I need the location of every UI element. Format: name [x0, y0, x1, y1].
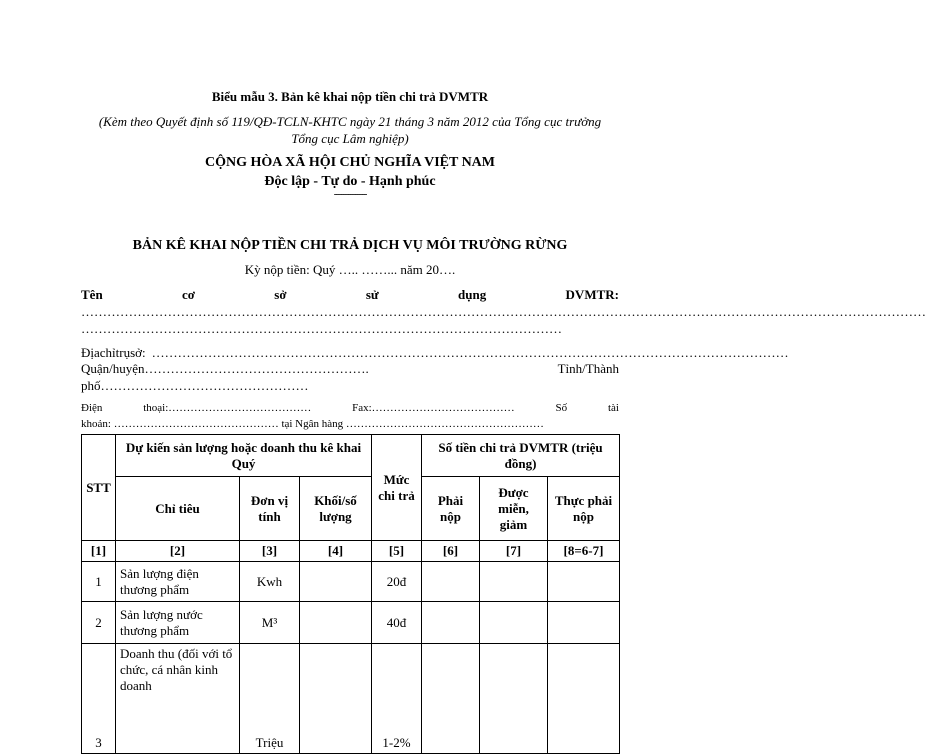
header-exempt: Được miễn, giảm [480, 477, 548, 541]
entity-name-line-1[interactable]: …………………………………………………………………………………………………………………………………………………………………………… [81, 304, 926, 319]
contact-row [81, 402, 619, 414]
form-note: (Kèm theo Quyết định số 119/QĐ-TCLN-KHTC ngày 21 tháng 3 năm 2012 của Tổng cục trưởng Tổng cục Lâm nghiệp) [98, 114, 602, 146]
name-word: sử [365, 287, 379, 302]
row-rate: 1-2% [372, 644, 422, 754]
table-row [82, 562, 620, 602]
header-unit: Đơn vị tính [240, 477, 300, 541]
row-volume[interactable] [300, 602, 372, 644]
index-cell: [4] [300, 541, 372, 562]
row-pay[interactable] [422, 602, 480, 644]
index-cell: [3] [240, 541, 300, 562]
row-actual[interactable] [548, 562, 620, 602]
entity-name-label [81, 287, 619, 303]
index-cell: [5] [372, 541, 422, 562]
name-word: cơ [181, 287, 195, 302]
table-row [82, 602, 620, 644]
row-stt: 1 [82, 562, 116, 602]
row-item: Doanh thu (đối với tổ chức, cá nhân kinh doanh [116, 644, 240, 754]
payment-table [81, 434, 620, 754]
form-title: Biểu mẫu 3. Bản kê khai nộp tiền chi trả DVMTR [211, 89, 489, 104]
name-word: Tên [81, 287, 103, 302]
row-pay[interactable] [422, 644, 480, 754]
row-volume[interactable] [300, 562, 372, 602]
index-cell: [1] [82, 541, 116, 562]
header-pay: Phải nộp [422, 477, 480, 541]
motto-rule: -------------- [333, 189, 367, 200]
account-label-1: Số [555, 402, 568, 414]
name-word: sở [274, 287, 287, 302]
row-actual[interactable] [548, 644, 620, 754]
header-amount-group: Số tiền chi trả DVMTR (triệu đồng) [422, 435, 620, 477]
header-forecast-group: Dự kiến sản lượng hoặc doanh thu kê khai Quý [116, 435, 372, 477]
province-label: Tỉnh/Thành [557, 361, 619, 376]
address-word: sở: [130, 345, 146, 360]
index-cell: [6] [422, 541, 480, 562]
row-rate: 20đ [372, 562, 422, 602]
name-word: DVMTR: [565, 287, 619, 302]
row-stt: 2 [82, 602, 116, 644]
row-item: Sản lượng nước thương phẩm [116, 602, 240, 644]
index-cell: [2] [116, 541, 240, 562]
header-rate: Mức chi trả [372, 435, 422, 541]
index-cell: [7] [480, 541, 548, 562]
header-stt: STT [82, 435, 116, 541]
row-exempt[interactable] [480, 602, 548, 644]
row-unit: Triệu [240, 644, 300, 754]
name-word: dụng [458, 287, 487, 302]
account-label-2: tài [607, 402, 619, 414]
district-row [81, 361, 619, 377]
payment-period: Kỳ nộp tiền: Quý ….. ……... năm 20…. [244, 262, 456, 277]
phone-field[interactable]: thoại:………………………………… [143, 402, 312, 414]
row-exempt[interactable] [480, 644, 548, 754]
row-actual[interactable] [548, 602, 620, 644]
row-unit: M³ [240, 602, 300, 644]
address-word: trụ [115, 345, 131, 360]
bank-account-field[interactable]: khoản: ……………………………………… tại Ngân hàng ……………………………………………… [81, 418, 544, 430]
row-stt: 3 [82, 644, 116, 754]
fax-field[interactable]: Fax:………………………………… [352, 402, 515, 414]
row-exempt[interactable] [480, 562, 548, 602]
city-field[interactable]: phố………………………………………… [81, 378, 309, 393]
row-volume[interactable] [300, 644, 372, 754]
motto: Độc lập - Tự do - Hạnh phúc [264, 174, 436, 189]
row-pay[interactable] [422, 562, 480, 602]
entity-name-line-2[interactable]: ………………………………………………………………………………………………… [81, 321, 562, 336]
row-unit: Kwh [240, 562, 300, 602]
header-item: Chỉ tiêu [116, 477, 240, 541]
table-row [82, 644, 620, 754]
district-field[interactable]: Quận/huyện……………………………………………. [81, 361, 369, 376]
address-word: Địa [81, 345, 100, 360]
address-word: chỉ [99, 345, 116, 360]
phone-label: Điện [81, 402, 103, 414]
row-item: Sản lượng điện thương phẩm [116, 562, 240, 602]
header-volume: Khối/số lượng [300, 477, 372, 541]
nation-name: CỘNG HÒA XÃ HỘI CHỦ NGHĨA VIỆT NAM [204, 155, 495, 170]
address-row [81, 345, 789, 361]
index-cell: [8=6-7] [548, 541, 620, 562]
header-actual: Thực phải nộp [548, 477, 620, 541]
row-rate: 40đ [372, 602, 422, 644]
document-heading: BẢN KÊ KHAI NỘP TIỀN CHI TRẢ DỊCH VỤ MÔI TRƯỜNG RỪNG [132, 238, 568, 253]
address-field[interactable]: ………………………………………………………………………………………………………………………………… [151, 345, 789, 360]
